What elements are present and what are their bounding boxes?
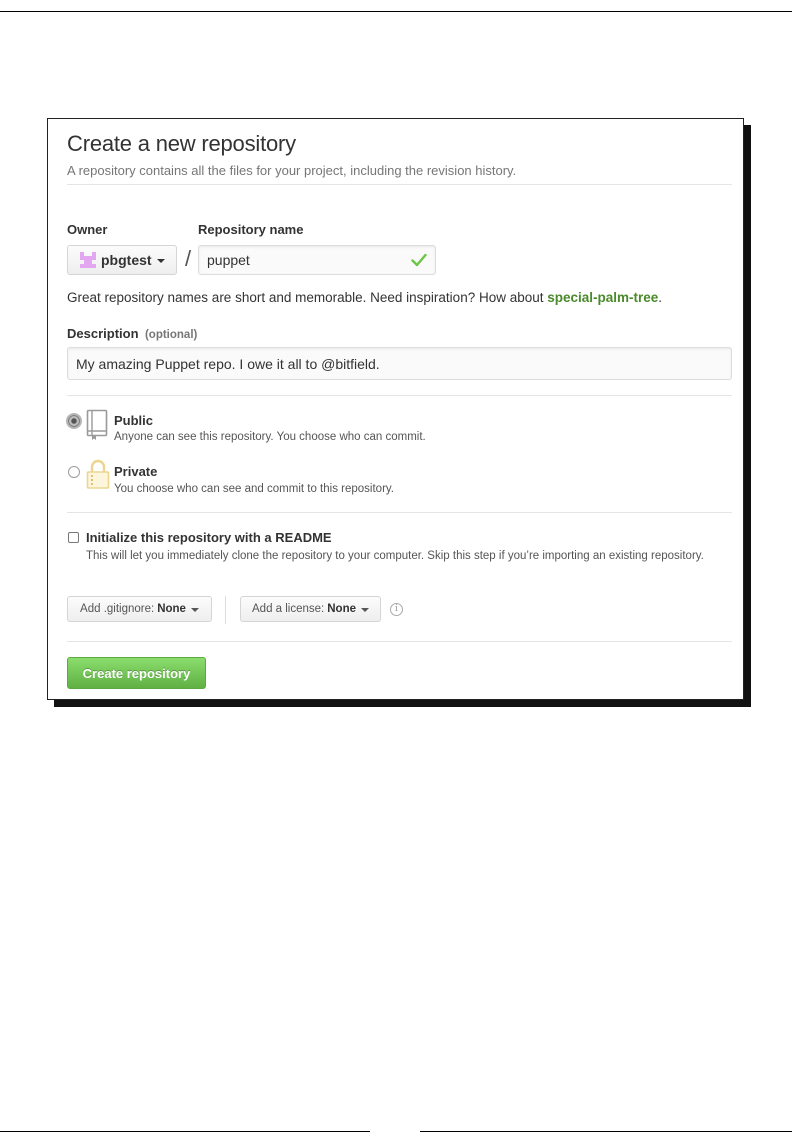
- lock-icon: [86, 458, 110, 490]
- check-icon: [411, 253, 427, 267]
- info-icon[interactable]: i: [390, 603, 403, 616]
- owner-repo-separator: /: [185, 246, 192, 271]
- hint-suffix: .: [658, 290, 663, 305]
- hint-text: Great repository names are short and memorable. Need inspiration? How about: [67, 290, 548, 305]
- private-radio[interactable]: [68, 466, 80, 478]
- repo-name-value: puppet: [207, 252, 250, 268]
- page-subtitle: A repository contains all the files for your project, including the revision history.: [67, 163, 517, 178]
- repo-name-input[interactable]: [198, 245, 436, 275]
- gitignore-label: Add .gitignore:: [80, 603, 155, 615]
- private-title: Private: [114, 464, 158, 479]
- gitignore-dropdown[interactable]: [67, 596, 212, 622]
- owner-dropdown[interactable]: [67, 245, 177, 275]
- public-radio[interactable]: [68, 415, 80, 427]
- license-label: Add a license:: [252, 603, 325, 615]
- submit-divider: [67, 641, 732, 642]
- description-label: Description: [67, 326, 139, 341]
- public-title: Public: [114, 413, 154, 428]
- description-value: My amazing Puppet repo. I owe it all to @bitfield.: [76, 355, 380, 372]
- readme-checkbox[interactable]: [68, 532, 79, 543]
- book-repo-icon: [86, 409, 108, 441]
- create-repository-button[interactable]: Create repository: [67, 657, 206, 689]
- optional-note: (optional): [144, 329, 198, 341]
- identicon-avatar: [80, 252, 96, 268]
- private-description: You choose who can see and commit to this repository.: [114, 483, 394, 495]
- page-bottom-rule-left: [0, 1131, 370, 1132]
- new-repository-form: [47, 118, 744, 700]
- public-description: Anyone can see this repository. You choose who can commit.: [114, 431, 426, 443]
- license-value: None: [327, 603, 356, 615]
- chevron-down-icon: [191, 608, 199, 612]
- select-separator: [225, 596, 226, 624]
- page-title: Create a new repository: [67, 131, 296, 156]
- readme-description: This will let you immediately clone the repository to your computer. Skip this step if you’re importing an existing repository.: [86, 550, 704, 562]
- chevron-down-icon: [361, 608, 369, 612]
- chevron-down-icon: [157, 259, 165, 263]
- visibility-divider: [67, 395, 732, 396]
- owner-label: Owner: [67, 222, 108, 237]
- gitignore-value: None: [157, 603, 186, 615]
- description-label-group: [67, 325, 197, 343]
- description-input[interactable]: [67, 347, 732, 380]
- page-top-rule: [0, 11, 792, 12]
- owner-value: pbgtest: [101, 252, 152, 268]
- init-divider: [67, 512, 732, 513]
- header-divider: [67, 184, 732, 185]
- name-suggestion-link[interactable]: special-palm-tree: [547, 290, 659, 305]
- readme-title: Initialize this repository with a README: [86, 530, 332, 545]
- repo-name-hint: [67, 290, 662, 305]
- page-bottom-rule-right: [420, 1131, 792, 1132]
- license-dropdown[interactable]: [240, 596, 381, 622]
- repo-name-label: Repository name: [198, 222, 304, 237]
